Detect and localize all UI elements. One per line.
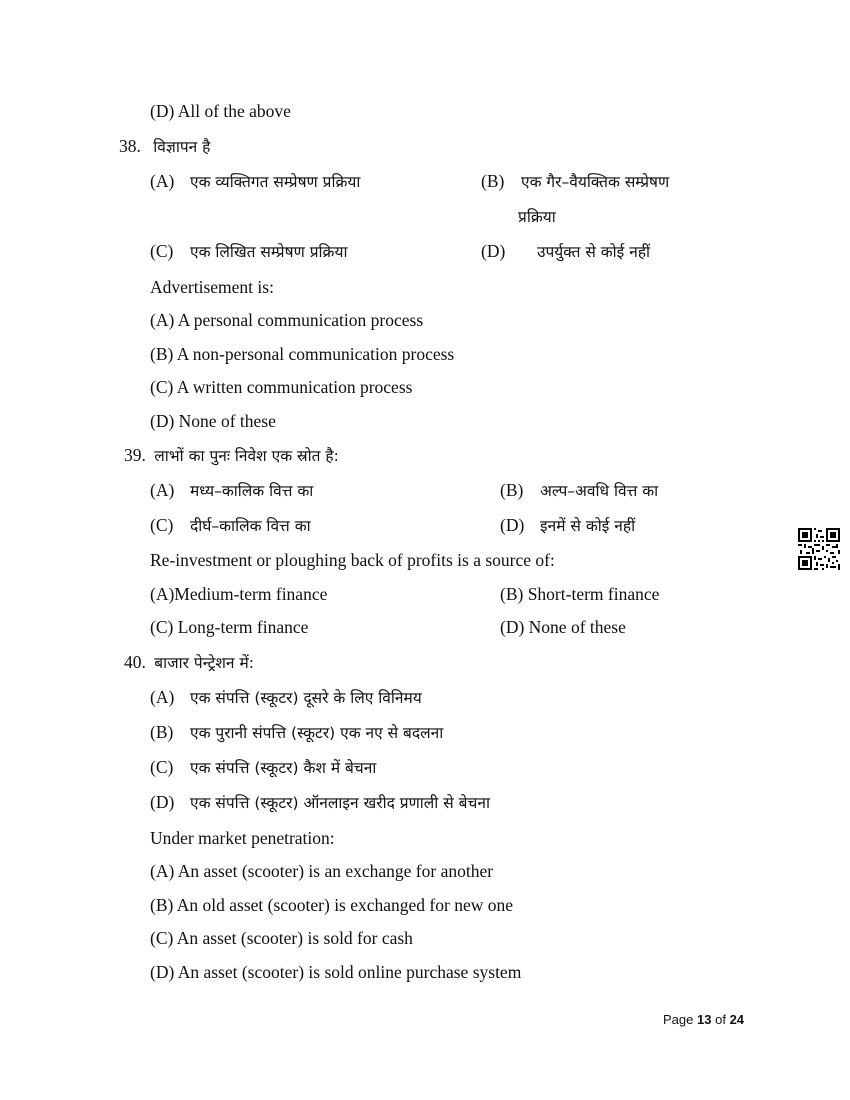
- option-text: एक गैर–वैयक्तिक सम्प्रेषण: [521, 173, 670, 191]
- option-label: (A): [150, 687, 175, 707]
- q39-hindi-question: [124, 444, 339, 467]
- option-text: एक व्यक्तिगत सम्प्रेषण प्रक्रिया: [190, 173, 361, 191]
- total-pages-number: 24: [729, 1012, 745, 1027]
- q38-english-option-b: (B) A non-personal communication process: [150, 344, 455, 364]
- option-label: (D): [150, 792, 175, 812]
- option-label: (A): [150, 480, 175, 500]
- q40-hindi-question: [124, 651, 254, 674]
- q39-english-option-b: (B) Short-term finance: [500, 584, 660, 604]
- prev-option-d: (D) All of the above: [150, 101, 291, 121]
- q38-english-option-c: (C) A written communication process: [150, 377, 413, 397]
- page-word: Page: [663, 1012, 694, 1027]
- q40-hindi-option-c: [150, 756, 376, 779]
- q38-english-option-a: (A) A personal communication process: [150, 310, 424, 330]
- q40-english-option-d: (D) An asset (scooter) is sold online purchase system: [150, 962, 522, 982]
- current-page-number: 13: [697, 1012, 712, 1027]
- page-footer: [663, 1012, 744, 1027]
- option-label: (A): [150, 171, 175, 191]
- option-label: (C): [150, 757, 174, 777]
- option-text: एक लिखित सम्प्रेषण प्रक्रिया: [190, 243, 348, 261]
- option-label: (D): [481, 241, 506, 261]
- qr-code-icon: [798, 528, 840, 570]
- of-word: of: [715, 1012, 726, 1027]
- q38-hindi-option-d: [481, 240, 650, 263]
- q39-hindi-option-a: [150, 479, 313, 502]
- q38-hindi-text: विज्ञापन है: [153, 138, 211, 156]
- q38-number: 38.: [119, 136, 141, 156]
- q40-english-option-b: (B) An old asset (scooter) is exchanged for new one: [150, 895, 514, 915]
- q38-hindi-option-a: [150, 170, 360, 193]
- q39-english-option-a: (A)Medium-term finance: [150, 584, 328, 604]
- option-label: (C): [150, 241, 174, 261]
- q39-english-option-c: (C) Long-term finance: [150, 617, 309, 637]
- option-label: (B): [150, 722, 174, 742]
- q40-english-option-a: (A) An asset (scooter) is an exchange for another: [150, 861, 494, 881]
- q39-hindi-option-d: [500, 514, 635, 537]
- q39-english-question: Re-investment or ploughing back of profits is a source of:: [150, 550, 555, 570]
- option-label: (B): [500, 480, 524, 500]
- q39-hindi-text: लाभों का पुनः निवेश एक स्रोत है:: [154, 447, 339, 465]
- option-label: (B): [481, 171, 505, 191]
- option-text: एक संपत्ति (स्कूटर) दूसरे के लिए विनिमय: [190, 689, 422, 707]
- q40-hindi-option-a: [150, 686, 422, 709]
- option-text: अल्प–अवधि वित्त का: [540, 482, 659, 500]
- option-text: एक संपत्ति (स्कूटर) कैश में बेचना: [190, 759, 377, 777]
- q39-hindi-option-c: [150, 514, 311, 537]
- q40-hindi-text: बाजार पेन्ट्रेशन में:: [154, 654, 254, 672]
- option-label: (D): [500, 515, 525, 535]
- option-text: दीर्घ–कालिक वित्त का: [190, 517, 311, 535]
- q38-hindi-option-b-cont: [518, 205, 556, 228]
- q39-english-option-d: (D) None of these: [500, 617, 626, 637]
- q38-hindi-option-b: [481, 170, 669, 193]
- q39-hindi-option-b: [500, 479, 658, 502]
- option-text: इनमें से कोई नहीं: [540, 517, 636, 535]
- option-text-continued: प्रक्रिया: [518, 208, 556, 226]
- option-text: उपर्युक्त से कोई नहीं: [537, 243, 651, 261]
- q39-number: 39.: [124, 445, 146, 465]
- q38-hindi-option-c: [150, 240, 347, 263]
- q40-english-option-c: (C) An asset (scooter) is sold for cash: [150, 928, 413, 948]
- option-text: मध्य–कालिक वित्त का: [190, 482, 314, 500]
- q40-hindi-option-b: [150, 721, 443, 744]
- q38-hindi-question: [119, 135, 210, 158]
- q38-english-question: Advertisement is:: [150, 277, 274, 297]
- option-text: एक पुरानी संपत्ति (स्कूटर) एक नए से बदलना: [190, 724, 444, 742]
- q38-english-option-d: (D) None of these: [150, 411, 276, 431]
- q40-english-question: Under market penetration:: [150, 828, 335, 848]
- q40-hindi-option-d: [150, 791, 490, 814]
- option-text: एक संपत्ति (स्कूटर) ऑनलाइन खरीद प्रणाली से बेचना: [190, 794, 490, 812]
- option-label: (C): [150, 515, 174, 535]
- q40-number: 40.: [124, 652, 146, 672]
